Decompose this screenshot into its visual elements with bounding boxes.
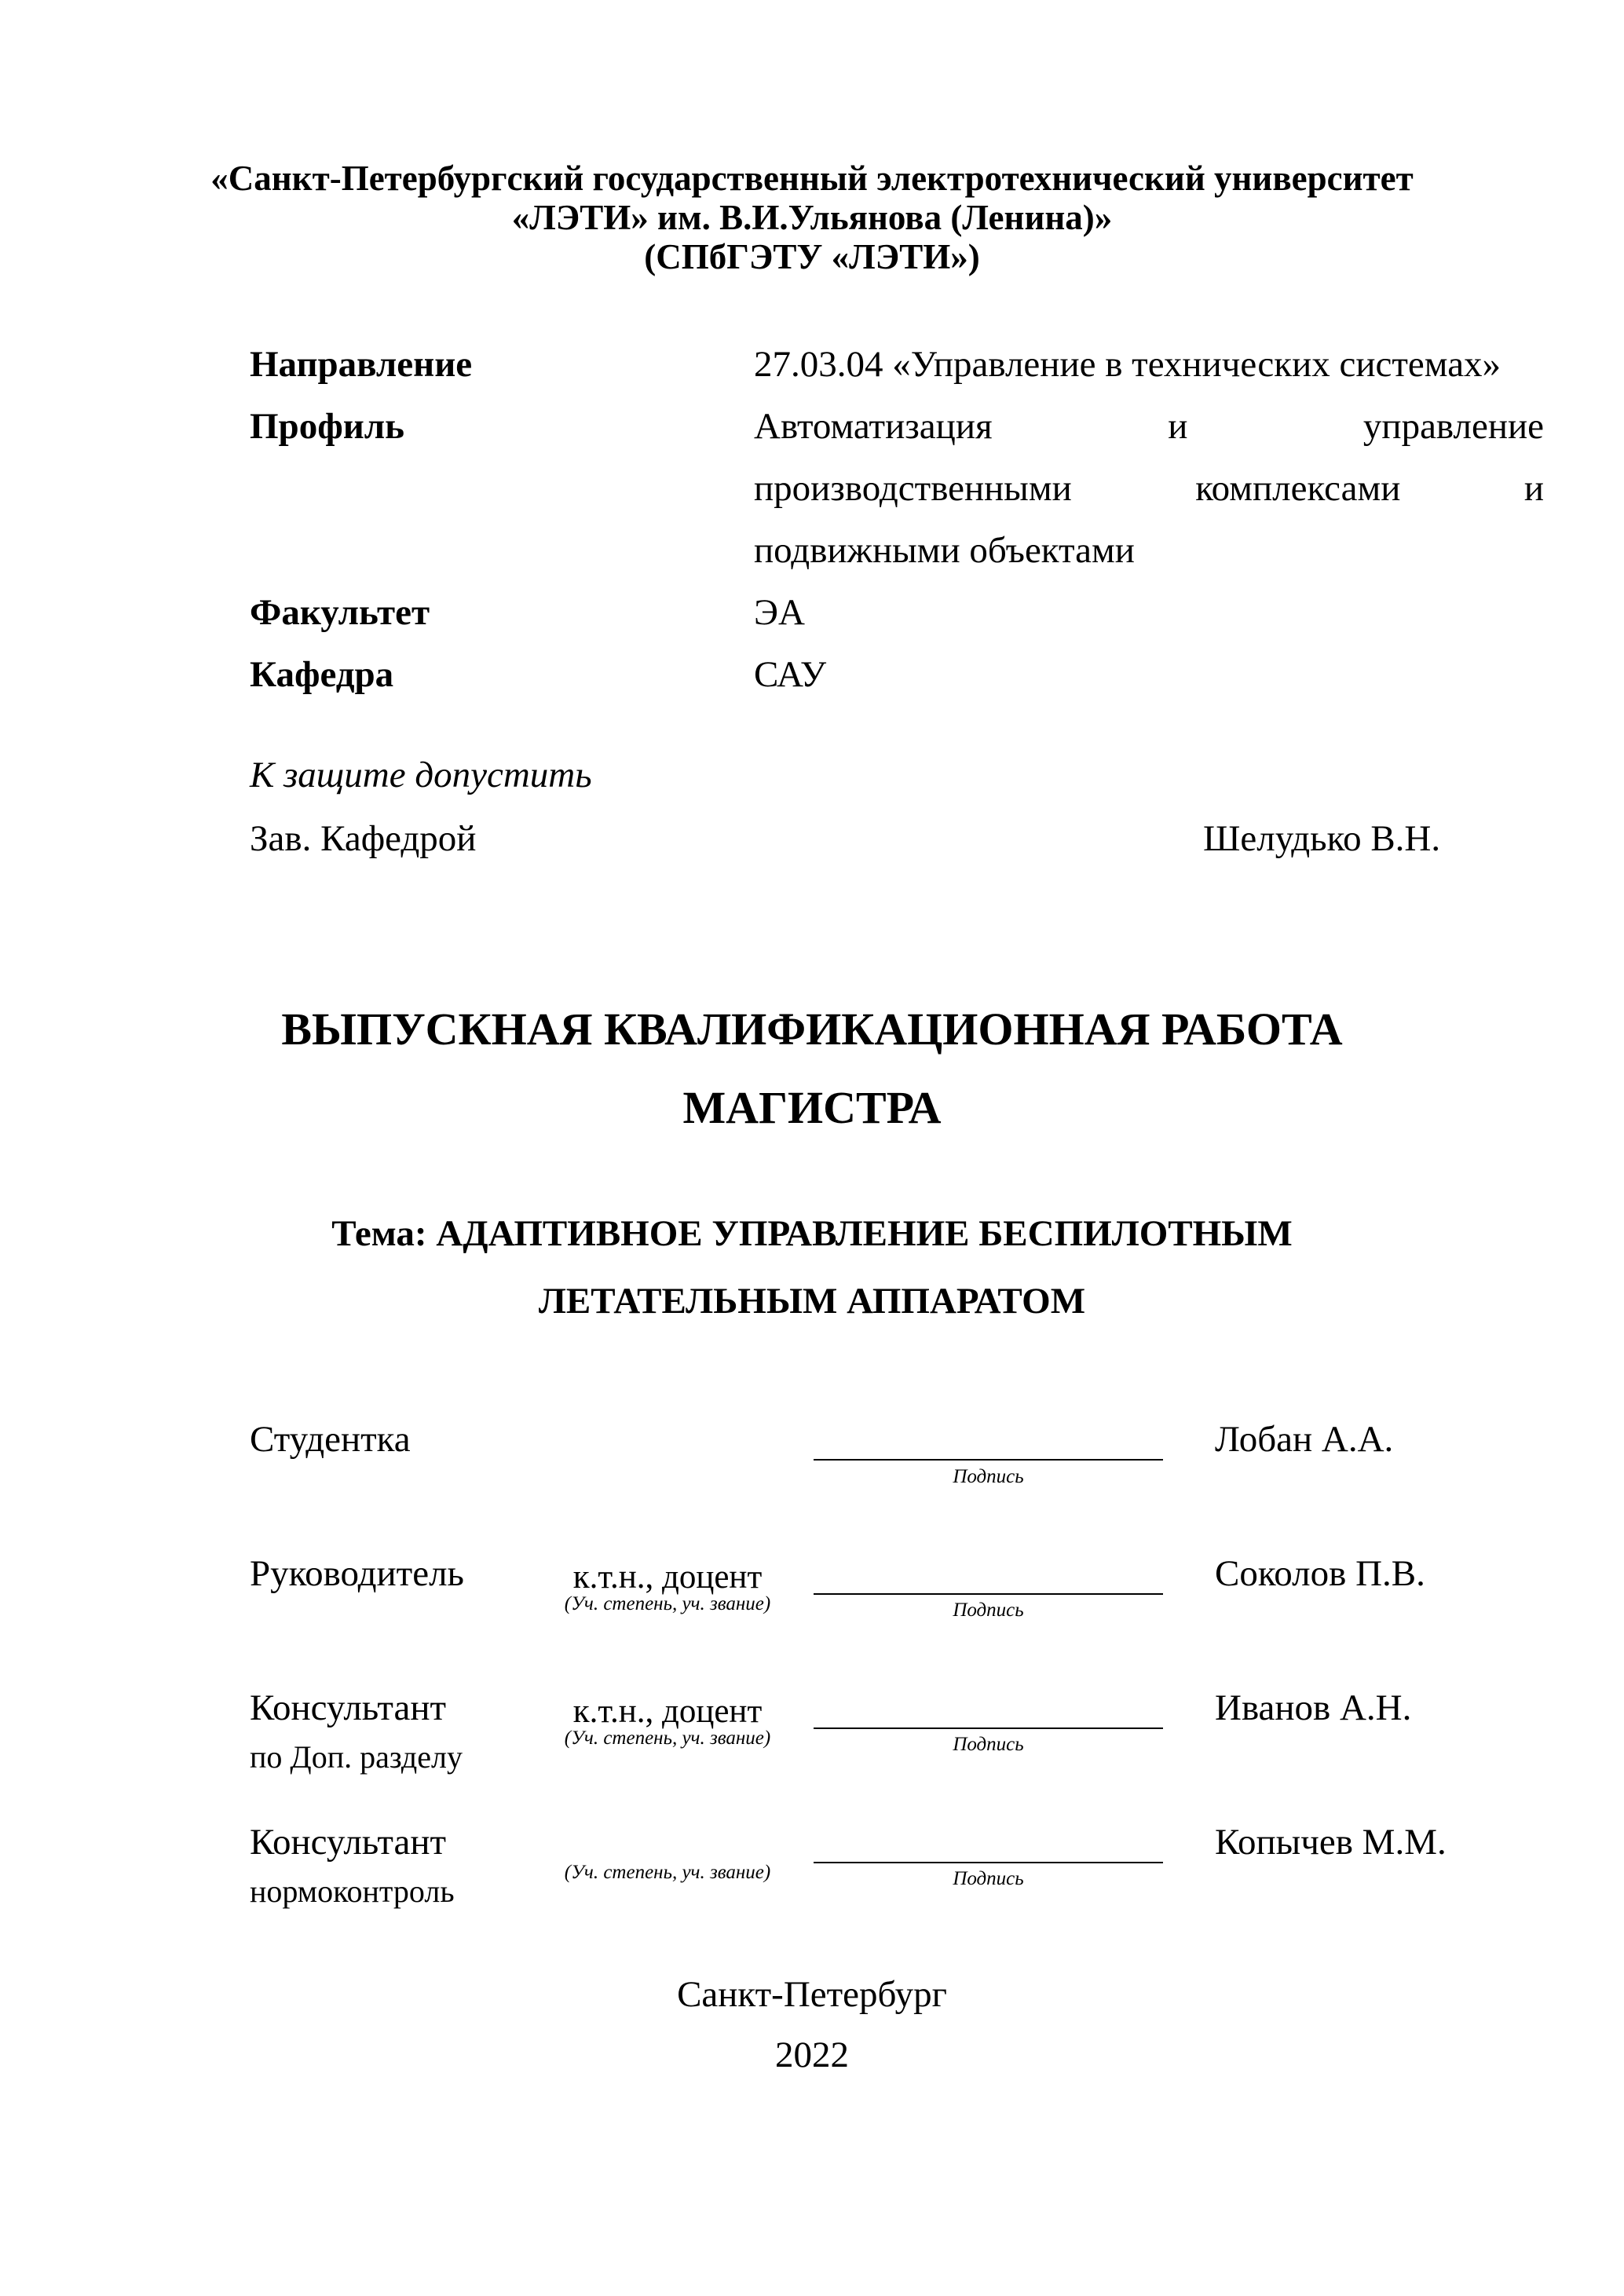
theme-line1: Тема: АДАПТИВНОЕ УПРАВЛЕНИЕ БЕСПИЛОТНЫМ <box>331 1213 1293 1254</box>
profile-label: Профиль <box>250 406 405 447</box>
department-value: САУ <box>754 654 827 695</box>
profile-word: и <box>1523 468 1544 509</box>
signatory-name: Копычев М.М. <box>1215 1822 1447 1863</box>
university-abbreviation: (СПбГЭТУ «ЛЭТИ») <box>644 237 980 276</box>
signatory-name: Соколов П.В. <box>1215 1553 1425 1594</box>
profile-word: и <box>1168 406 1188 447</box>
profile-line-1 <box>754 408 1544 445</box>
university-name-line2: «ЛЭТИ» им. В.И.Ульянова (Ленина)» <box>511 198 1113 237</box>
signatory-name: Иванов А.Н. <box>1215 1687 1412 1728</box>
signatory-role: Консультант <box>250 1687 447 1728</box>
profile-line-3: подвижными объектами <box>754 530 1135 571</box>
academic-degree: к.т.н., доцент <box>572 1693 763 1730</box>
head-of-department-label: Зав. Кафедрой <box>250 818 477 859</box>
admit-to-defense: К защите допустить <box>250 755 592 795</box>
profile-word: Автоматизация <box>754 406 993 447</box>
signatory-role-detail: нормоконтроль <box>250 1874 455 1909</box>
document-title-line2: МАГИСТРА <box>682 1082 942 1133</box>
degree-caption: (Уч. степень, уч. звание) <box>564 1862 771 1883</box>
signatory-role-detail: по Доп. разделу <box>250 1739 463 1775</box>
direction-value: 27.03.04 «Управление в технических системах» <box>754 344 1501 385</box>
signatory-name: Лобан А.А. <box>1215 1419 1394 1460</box>
degree-caption: (Уч. степень, уч. звание) <box>564 1593 771 1614</box>
signature-caption: Подпись <box>953 1868 1024 1889</box>
faculty-value: ЭА <box>754 592 805 633</box>
university-name-line1: «Санкт-Петербургский государственный электротехнический университет <box>210 159 1414 198</box>
direction-label: Направление <box>250 344 473 385</box>
degree-caption: (Уч. степень, уч. звание) <box>564 1727 771 1749</box>
profile-line-2 <box>754 470 1544 507</box>
year: 2022 <box>775 2035 849 2075</box>
signature-line <box>814 1727 1163 1729</box>
theme-line2: ЛЕТАТЕЛЬНЫМ АППАРАТОМ <box>538 1281 1086 1322</box>
signature-line <box>814 1862 1163 1863</box>
profile-word: управление <box>1362 406 1544 447</box>
signatory-role: Руководитель <box>250 1553 464 1594</box>
signature-caption: Подпись <box>953 1466 1024 1487</box>
signature-line <box>814 1593 1163 1595</box>
signature-caption: Подпись <box>953 1734 1024 1755</box>
signatory-role: Студентка <box>250 1419 411 1460</box>
signatory-role: Консультант <box>250 1822 447 1863</box>
head-of-department-name: Шелудько В.Н. <box>1203 818 1441 859</box>
profile-word: производственными <box>754 468 1072 509</box>
profile-word: комплексами <box>1195 468 1401 509</box>
signature-line <box>814 1459 1163 1461</box>
academic-degree: к.т.н., доцент <box>572 1559 763 1596</box>
department-label: Кафедра <box>250 654 394 695</box>
document-title-line1: ВЫПУСКНАЯ КВАЛИФИКАЦИОННАЯ РАБОТА <box>281 1004 1343 1055</box>
city: Санкт-Петербург <box>677 1974 947 2015</box>
signature-caption: Подпись <box>953 1600 1024 1621</box>
faculty-label: Факультет <box>250 592 430 633</box>
